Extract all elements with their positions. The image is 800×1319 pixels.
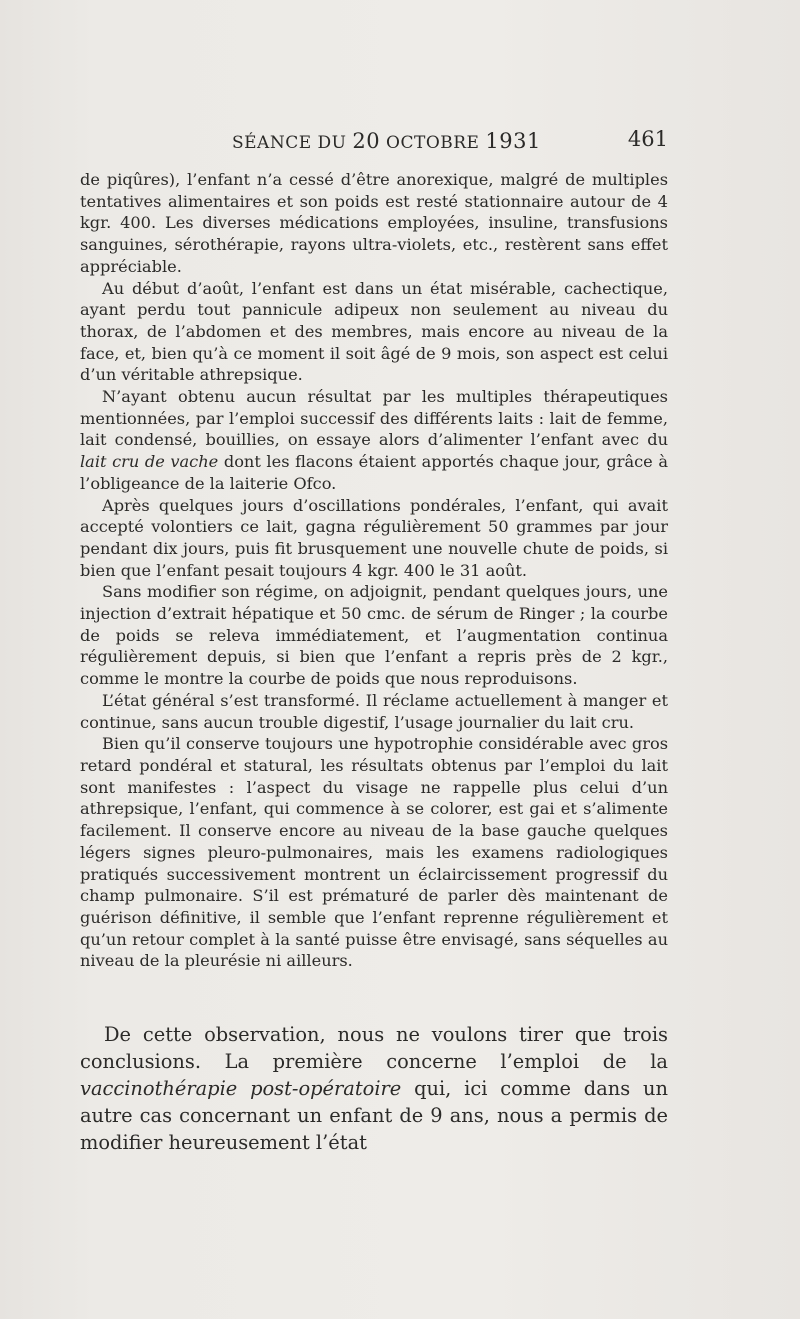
conclusion-before: De cette observation, nous ne voulons tirer que trois conclusions. La première concerne l’emploi de la — [80, 1023, 668, 1073]
paragraph-anorexia: de piqûres), l’enfant n’a cessé d’être anorexique, malgré de multiples tentatives alimentaires et son poids est resté stationnaire autour de 4 kgr. 400. Les diverses médications employées, insuline, transfusions sanguines, sérothérapie, rayons ultra-violets, etc., restèrent sans effet appréciable. — [80, 170, 668, 276]
paragraph-weight-oscillation: Après quelques jours d’oscillations pondérales, l’enfant, qui avait accepté volontiers ce lait, gagna régulièrement 50 grammes par jour pendant dix jours, puis fit brusquement une nouvelle chute de poids, si bien que l’enfant pesait toujours 4 kgr. 400 le 31 août. — [80, 495, 668, 580]
conclusion-text — [80, 1021, 668, 1156]
running-head-year: 1931 — [485, 129, 541, 153]
raw-milk-emphasis: lait cru de vache — [80, 452, 219, 472]
paragraph-general-state: L’état général s’est transformé. Il réclame actuellement à manger et continue, sans aucun trouble digestif, l’usage journalier du lait cru. — [80, 690, 668, 732]
page-header — [80, 125, 668, 155]
paragraph-results: Bien qu’il conserve toujours une hypotrophie considérable avec gros retard pondéral et statural, les résultats obtenus par l’emploi du lait sont manifestes : l’aspect du visage ne rappelle plus celui d’un athrepsique, l’enfant, qui commence à se colorer, est gai et s’alimente facilement. Il conserve encore au niveau de la base gauche quelques légers signes pleuro-pulmonaires, mais les examens radiologiques pratiqués successivement montrent un éclaircissement progressif du champ pulmonaire. S’il est prématuré de parler dès maintenant de guérison définitive, il semble que l’enfant reprenne régulièrement et qu’un retour complet à la santé puisse être envisagé, sans séquelles au niveau de la pleurésie ni ailleurs. — [80, 734, 668, 971]
running-head-prefix: SÉANCE DU — [232, 133, 347, 153]
paragraph-raw-milk — [80, 386, 668, 495]
running-head — [232, 129, 541, 153]
paragraph-raw-milk-after: dont les flacons étaient apportés chaque jour, grâce à l’obligeance de la laiterie Ofco. — [80, 452, 668, 493]
running-head-day: 20 — [352, 129, 381, 153]
vaccinotherapy-emphasis: vaccinothérapie post-opératoire — [80, 1077, 402, 1100]
paragraph-hepatic-extract: Sans modifier son régime, on adjoignit, pendant quelques jours, une injection d’extrait hépatique et 50 cmc. de sérum de Ringer ; la courbe de poids se releva immédiatement, et l’augmentation continua régulièrement depuis, si bien que l’enfant a repris près de 2 kgr., comme le montre la courbe de poids que nous reproduisons. — [80, 582, 668, 689]
paragraph-august-state: Au début d’août, l’enfant est dans un état misérable, cachectique, ayant perdu tout pannicule adipeux non seulement au niveau du thorax, de l’abdomen et des membres, mais encore au niveau de la face, et, bien qu’à ce moment il soit âgé de 9 mois, son aspect est celui d’un véritable athrepsique. — [80, 278, 668, 385]
running-head-month: OCTOBRE — [386, 133, 480, 153]
paragraph-conclusion — [80, 1021, 668, 1156]
page-number: 461 — [627, 127, 668, 151]
observation-text — [80, 169, 668, 972]
paragraph-raw-milk-before: N’ayant obtenu aucun résultat par les multiples thérapeutiques mentionnées, par l’emploi successif des différents laits : lait de femme, lait condensé, bouillies, on essaye alors d’alimenter l’enfant avec du — [80, 387, 668, 450]
conclusion-after: qui, ici comme dans un autre cas concernant un enfant de 9 ans, nous a permis de modifier heureusement l’état — [80, 1077, 668, 1154]
